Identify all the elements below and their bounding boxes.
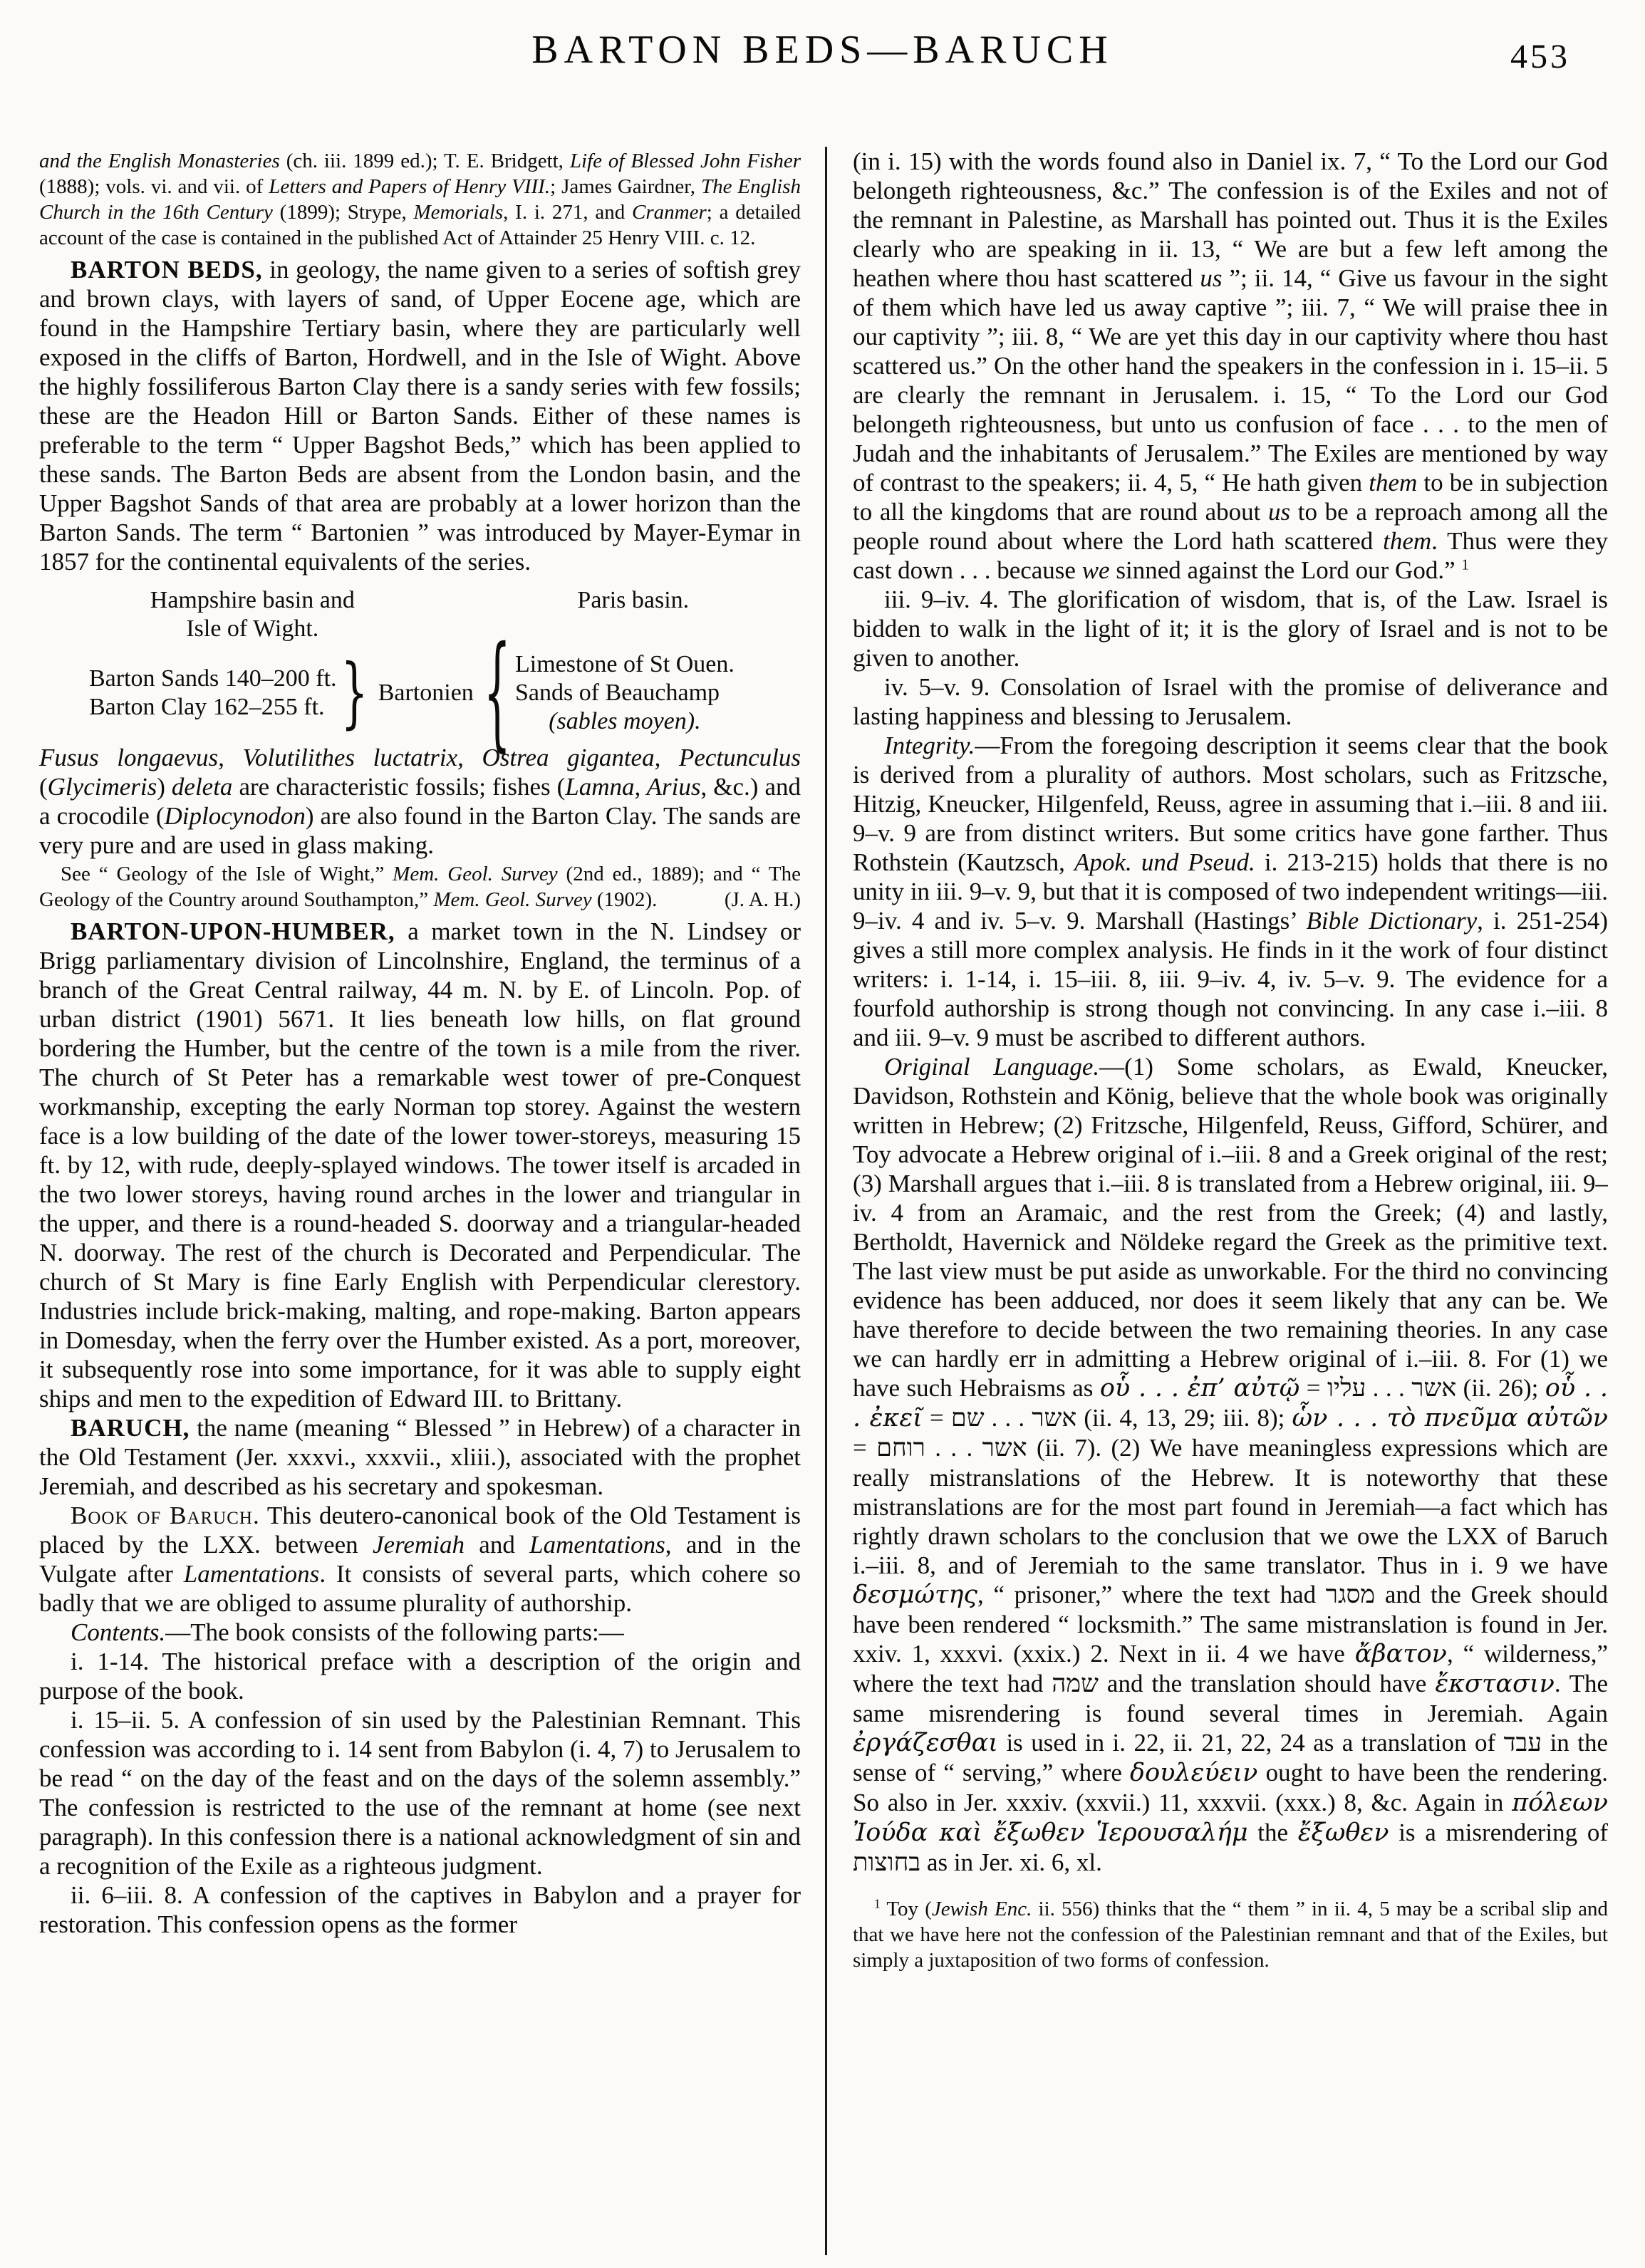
text-run: 1 (1461, 556, 1469, 573)
text-run: and the English Monasteries (39, 150, 280, 172)
table-header-right: Paris basin. (577, 587, 690, 613)
text-run: them (1383, 527, 1432, 555)
text-run: Mem. Geol. Survey (433, 888, 592, 911)
text-run: Lamna, Arius (565, 773, 701, 801)
greek-text-run: ἄβατον (1354, 1640, 1447, 1668)
greek-text-run: δεσμώτης (853, 1581, 977, 1609)
text-run: Cranmer (632, 201, 707, 224)
hebrew-text-run: בחוצות (853, 1848, 921, 1877)
text-run: Glycimeris (47, 773, 157, 801)
text-run: BARTON BEDS, (71, 256, 263, 284)
footnote-1: $^1$ Toy (Jewish Enc. ii. 556) thinks that the “ them ” in ii. 4, 5 may be a scribal slip and that we have here not the confession of the Palestinian remnant and that of the Exiles, but simply a juxtaposition of two forms of confession. (853, 1896, 1608, 1972)
contents-paragraph: Contents.—The book consists of the following parts:— (71, 1618, 624, 1646)
greek-text-run: δουλεύειν (1130, 1759, 1258, 1787)
hebrew-text-run: אשר (1032, 1404, 1077, 1432)
table-left-rows (89, 665, 337, 722)
running-title: BARTON BEDS—BARUCH (531, 28, 1114, 72)
hebrew-text-run: עליו (1327, 1374, 1366, 1403)
table-row: Sands of Beauchamp (515, 680, 720, 706)
greek-text-run: πόλεων Ἰούδα καὶ ἔξωθεν Ἱερουσαλήμ (853, 1789, 1608, 1847)
text-run: BARTON-UPON-HUMBER, (71, 917, 395, 945)
greek-text-run: ὧν . . . τὸ πνεῦμα αὐτῶν (1292, 1404, 1608, 1432)
text-run: BARUCH, (71, 1414, 190, 1442)
greek-text-run: ἔκστασιν (1435, 1670, 1555, 1698)
table-header-line: Hampshire basin and (150, 587, 355, 613)
table-middle-label: Bartonien (378, 680, 474, 706)
contents-item-1: i. 1-14. The historical preface with a description of the origin and purpose of the book. (39, 1648, 801, 1705)
opening-brace: { (483, 620, 511, 766)
entry-barton-upon-humber: BARTON-UPON-HUMBER, a market town in the N. Lindsey or Brigg parliamentary division of Lincolnshire, England, the terminus of a branch of the Great Central railway, 44 m. N. by E. of Lincoln. Pop. of urban district (1901) 5671. It lies beneath low hills, on flat ground bordering the Humber, but the centre of the town is a mile from the river. The church of St Peter has a remarkable west tower of pre-Conquest workmanship, excepting the early Norman top storey. Against the western face is a low building of the date of the lower tower-storeys, measuring 15 ft. by 12, with rude, deeply-splayed windows. The tower itself is arcaded in the two lower storeys, having round arches in the lower and triangular in the upper, and there is a round-headed S. doorway and a triangular-headed N. doorway. The rest of the church is Decorated and Perpendicular. The church of St Mary is fine Early English with Perpendicular clerestory. Industries include brick-making, malting, and rope-making. Barton appears in Domesday, when the ferry over the Humber existed. As a port, moreover, it subsequently rose into some importance, for it was able to supply eight ships and men to the expedition of Edward III. to Brittany. (39, 917, 801, 1413)
text-run: The English Church in the 16th Century (39, 175, 801, 224)
table-header-left (39, 586, 466, 643)
text-columns (39, 147, 1608, 2255)
text-run: Life of Blessed John Fisher (569, 150, 801, 172)
text-run: Book of Baruch. (71, 1502, 260, 1529)
text-run: them (1369, 469, 1418, 496)
text-run: Lamentations (183, 1560, 320, 1588)
integrity-paragraph: Integrity.—From the foregoing description it seems clear that the book is derived from a plurality of authors. Most scholars, such as Fritzsche, Hitzig, Kneucker, Hilgenfeld, Reuss, agree in assuming that i.–iii. 8 and iii. 9–v. 9 are from distinct writers. But some critics have gone farther. Thus Rothstein (Kautzsch, Apok. und Pseud. i. 213-215) holds that there is no unity in iii. 9–v. 9, but that it is composed of two independent writings—iii. 9–iv. 4 and iv. 5–v. 9. Marshall (Hastings’ Bible Dictionary, i. 251-254) gives a still more complex analysis. He finds in it the work of four distinct writers: i. 1-14, i. 15–iii. 8, iii. 9–iv. 4, iv. 5–v. 9. The evidence for a fourfold authorship is strong though not convincing. In any case i.–iii. 8 and iii. 9–v. 9 must be ascribed to different authors. (853, 732, 1608, 1051)
text-run: Fusus longaevus, Volutilithes luctatrix, Ostrea gigantea, Pectunculus (39, 744, 801, 771)
hebrew-text-run: מסגר (1325, 1581, 1376, 1609)
table-headers (39, 586, 801, 643)
book-of-baruch-paragraph: Book of Baruch. This deutero-canonical book of the Old Testament is placed by the LXX. between Jeremiah and Lamentations, and in the Vulgate after Lamentations. It consists of several parts, which cohere so badly that we are obliged to assume plurality of authorship. (39, 1502, 801, 1617)
table-row (515, 707, 735, 736)
left-column (39, 147, 825, 2255)
contents-item-5: iv. 5–v. 9. Consolation of Israel with the promise of deliverance and lasting happiness and blessing to Jerusalem. (853, 673, 1608, 730)
text-run: Contents. (71, 1618, 166, 1646)
see-reference: See “ Geology of the Isle of Wight,” Mem. Geol. Survey (2nd ed., 1889); and “ The Geology of the Country around Southampton,” Mem. Geol. Survey (1902). (J. A. H.) (39, 863, 801, 911)
entry-baruch: BARUCH, the name (meaning “ Blessed ” in Hebrew) of a character in the Old Testament (Jer. xxxvi., xxxvii., xliii.), associated with the prophet Jeremiah, and described as his secretary and spokesman. (39, 1414, 801, 1500)
text-run: Jeremiah (373, 1531, 465, 1559)
hebrew-text-run: שם (950, 1404, 985, 1432)
text-run: Apok. und Pseud. (1074, 848, 1255, 876)
text-run: us (1200, 264, 1223, 292)
entry-barton-beds: BARTON BEDS, in geology, the name given to a series of softish grey and brown clays, with layers of sand, of Upper Eocene age, which are found in the Hampshire Tertiary basin, where they are particularly well exposed in the cliffs of Barton, Hordwell, and in the Isle of Wight. Above the highly fossiliferous Barton Clay there is a sandy series with few fossils; these are the Headon Hill or Barton Sands. Either of these names is preferable to the term “ Upper Bagshot Beds,” which has been applied to these sands. The Barton Beds are absent from the London basin, and the Upper Bagshot Sands of that area are probably at a lower horizon than the Barton Sands. The term “ Bartonien ” was introduced by Mayer-Eymar in 1857 for the continental equivalents of the series. (39, 256, 801, 576)
text-run: Letters and Papers of Henry VIII. (269, 175, 551, 198)
fossils-paragraph: Fusus longaevus, Volutilithes luctatrix, Ostrea gigantea, Pectunculus (Glycimeris) deleta are characteristic fossils; fishes (Lamna, Arius, &c.) and a crocodile (Diplocynodon) are also found in the Barton Clay. The sands are very pure and are used in glass making. (39, 744, 801, 859)
text-run: Bible Dictionary (1306, 907, 1478, 935)
greek-text-run: οὗ . . . ἐπ’ αὐτῷ (1099, 1374, 1300, 1403)
text-run: us (1268, 498, 1291, 526)
text-run: Original Language. (884, 1053, 1100, 1081)
hebrew-text-run: רוחם (876, 1434, 925, 1462)
confession-continuation: (in i. 15) with the words found also in Daniel ix. 7, “ To the Lord our God belongeth righteousness, &c.” The confession is of the Exiles and not of the remnant in Palestine, as Marshall has pointed out. Thus it is the Exiles clearly who are speaking in ii. 13, “ We are but a few left among the heathen where thou hast scattered us ”; ii. 14, “ Give us favour in the sight of them which have led us away captive ”; iii. 7, “ We will praise thee in our captivity ”; iii. 8, “ We are yet this day in our captivity where thou hast scattered us.” On the other hand the speakers in the confession in i. 15–ii. 5 are clearly the remnant in Jerusalem. i. 15, “ To the Lord our God belongeth righteousness, but unto us confusion of face . . . to the men of Judah and the inhabitants of Jerusalem.” The Exiles are mentioned by way of contrast to the speakers; ii. 4, 5, “ He hath given them to be in subjection to all the kingdoms that are round about us to be a reproach among all the people round about where the Lord hath scattered them. Thus were they cast down . . . because we sinned against the Lord our God.” $^1$ (853, 147, 1608, 584)
hebrew-text-run: אשר (1411, 1374, 1457, 1403)
table-header-line: Isle of Wight. (186, 615, 319, 642)
text-run: Integrity. (884, 732, 975, 759)
table-row: Limestone of St Ouen. (515, 651, 735, 677)
table-right-rows (515, 650, 735, 736)
right-column (825, 147, 1608, 2255)
contents-item-2: i. 15–ii. 5. A confession of sin used by the Palestinian Remnant. This confession was according to i. 14 sent from Babylon (i. 4, 7) to Jerusalem to be read “ on the day of the feast and on the days of the solemn assembly.” The confession is restricted to the use of the remnant at home (see next paragraph). In this confession there is a national acknowledgment of sin and a recognition of the Exile as a righteous judgment. (39, 1706, 801, 1880)
text-run: we (1081, 556, 1110, 584)
page-number: 453 (1510, 38, 1570, 76)
contents-item-3: ii. 6–iii. 8. A confession of the captives in Babylon and a prayer for restoration. This confession opens as the former (39, 1881, 801, 1938)
greek-text-run: ἔξωθεν (1297, 1819, 1389, 1847)
text-run: Lamentations (529, 1531, 665, 1559)
hebrew-text-run: עבד (1503, 1729, 1542, 1757)
text-run: Jewish Enc. (931, 1898, 1032, 1920)
page-header (0, 0, 1645, 134)
bibliography-continuation: and the English Monasteries (ch. iii. 1899 ed.); T. E. Bridgett, Life of Blessed John Fisher (1888); vols. vi. and vii. of Letters and Papers of Henry VIII.; James Gairdner, The English Church in the 16th Century (1899); Strype, Memorials, I. i. 271, and Cranmer; a detailed account of the case is contained in the published Act of Attainder 25 Henry VIII. c. 12. (39, 150, 801, 249)
text-run: Memorials (413, 201, 504, 224)
text-run: Mem. Geol. Survey (393, 863, 558, 885)
original-language-paragraph: Original Language.—(1) Some scholars, as Ewald, Kneucker, Davidson, Rothstein and König, believe that the whole book was originally written in Hebrew; (2) Fritzsche, Hilgenfeld, Reuss, Gifford, Schürer, and Toy advocate a Hebrew original of i.–iii. 8 and a Greek original of the rest; (3) Marshall argues that i.–iii. 8 is translated from a Hebrew original, iii. 9–iv. 4 from an Aramaic, and the rest from the Greek; (4) and lastly, Bertholdt, Havernick and Nöldeke regard the Greek as the primitive text. The last view must be put aside as unworkable. For the third no convincing evidence has been adduced, nor does it seem likely that any can be. We have therefore to decide between the two remaining theories. In any case we can hardly err in admitting a Hebrew original of i.–iii. 8. For (1) we have such Hebraisms as οὗ . . . ἐπ’ αὐτῷ = עליו . . . אשר (ii. 26); οὗ . . . ἐκεῖ = שם . . . אשר (ii. 4, 13, 29; iii. 8); ὧν . . . τὸ πνεῦμα αὐτῶν = רוחם . . . אשר (ii. 7). (2) We have meaningless expressions which are really mistranslations of the Hebrew. It is noteworthy that these mistranslations are for the most part found in Jeremiah—a fact which has rightly drawn scholars to the conclusion that we owe the LXX of Baruch i.–iii. 8, and of Jeremiah to the same translator. Thus in i. 9 we have δεσμώτης, “ prisoner,” where the text had מסגר and the Greek should have been rendered “ locksmith.” The same mistranslation is found in Jer. xxiv. 1, xxxvi. (xxix.) 2. Next in ii. 4 we have ἄβατον, “ wilderness,” where the text had שמה and the translation should have ἔκστασιν. The same misrendering is found several times in Jeremiah. Again ἐργάζεσθαι is used in i. 22, ii. 21, 22, 24 as a translation of עבד in the sense of “ serving,” where δουλεύειν ought to have been the rendering. So also in Jer. xxxiv. (xxvii.) 11, xxxvii. (xxx.) 8, &c. Again in πόλεων Ἰούδα καὶ ἔξωθεν Ἱερουσαλήμ the ἔξωθεν is a misrendering of בחוצות as in Jer. xi. 6, xl. (853, 1053, 1608, 1877)
table-row: Barton Clay 162–255 ft. (89, 694, 325, 720)
table-row: Barton Sands 140–200 ft. (89, 665, 337, 692)
greek-text-run: οὗ . . . ἐκεῖ (853, 1374, 1608, 1432)
text-run: 1 (874, 1896, 881, 1911)
text-run: deleta (171, 773, 233, 801)
text-run: (J. A. H.) (724, 888, 801, 911)
text-run: (sables moyen). (549, 708, 701, 734)
hebrew-text-run: אשר (982, 1434, 1027, 1462)
contents-item-4: iii. 9–iv. 4. The glorification of wisdom, that is, of the Law. Israel is bidden to walk in the light of it; it is the glory of Israel and is not to be given to another. (853, 586, 1608, 672)
text-run: Diplocynodon (164, 802, 306, 830)
hebrew-text-run: שמה (1052, 1670, 1099, 1698)
greek-text-run: ἐργάζεσθαι (853, 1729, 998, 1757)
closing-brace: } (341, 648, 368, 738)
